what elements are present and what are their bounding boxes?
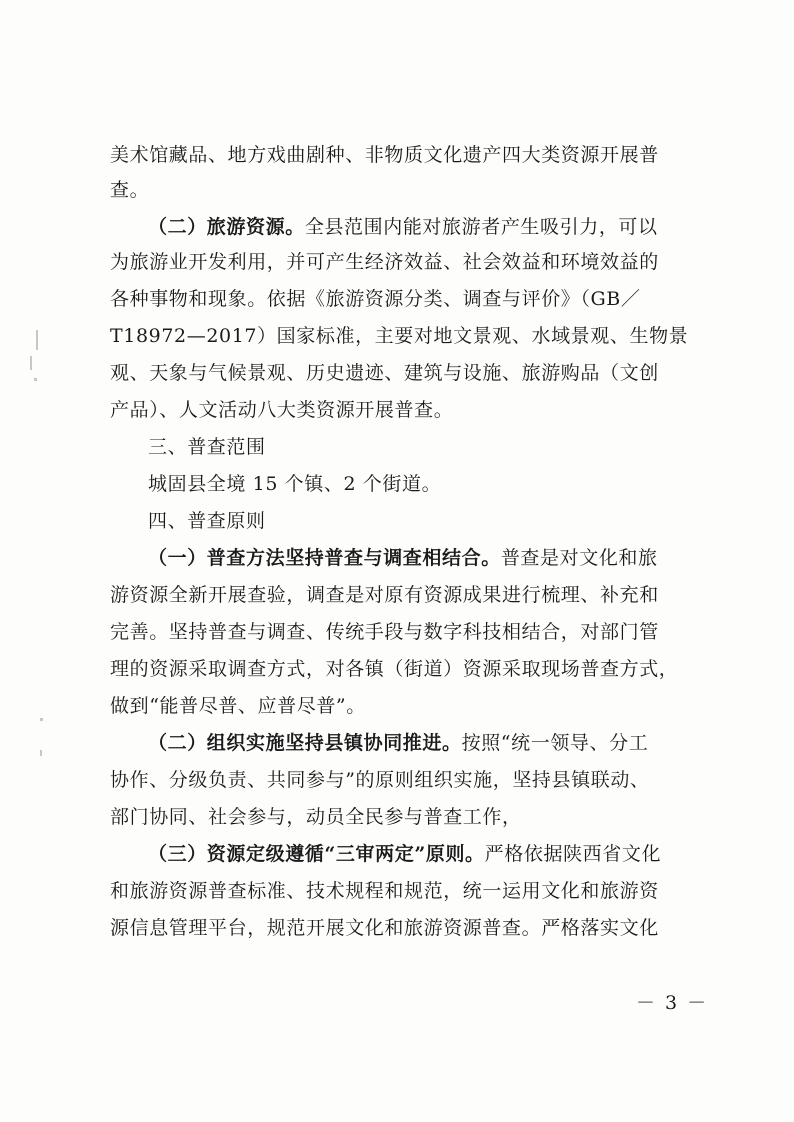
body-text-line: 为旅游业开发利用，并可产生经济效益、社会效益和环境效益的	[110, 251, 659, 273]
body-text-line: 美术馆藏品、地方戏曲剧种、非物质文化遗产四大类资源开展普	[110, 144, 659, 166]
body-text-line: T18972—2017）国家标准，主要对地文景观、水域景观、生物景	[110, 325, 689, 347]
principle-paragraph-2	[148, 728, 648, 758]
scan-mark	[34, 378, 37, 381]
principle-paragraph-3	[148, 839, 661, 869]
body-text: 全县范围内能对旅游者产生吸引力，可以	[304, 216, 658, 238]
body-text-line: 协作、分级负责、共同参与”的原则组织实施，坚持县镇联动、	[110, 769, 650, 791]
principle-heading: （二）组织实施坚持县镇协同推进。	[148, 732, 462, 754]
principle-heading: （一）普查方法坚持普查与调查相结合。	[148, 547, 501, 569]
body-text-line: 游资源全新开展查验，调查是对原有资源成果进行梳理、补充和	[110, 584, 659, 606]
principle-paragraph-1	[148, 543, 658, 573]
body-text-line: 完善。坚持普查与调查、传统手段与数字科技相结合，对部门管	[110, 621, 659, 643]
body-text-line: 各种事物和现象。依据《旅游资源分类、调查与评价》（GB／	[110, 288, 641, 310]
body-text: 普查是对文化和旅	[500, 547, 658, 569]
body-text: 严格依据陕西省文化	[484, 843, 662, 865]
body-text-line: 产品）、人文活动八大类资源开展普查。	[110, 399, 454, 421]
body-text-line: 部门协同、社会参与，动员全民参与普查工作，	[110, 806, 522, 828]
section-heading: （二）旅游资源。	[148, 216, 305, 238]
section-paragraph-tourism	[148, 212, 658, 242]
body-text-line: 观、天象与气候景观、历史遗迹、建筑与设施、旅游购品（文创	[110, 362, 659, 384]
body-text-line: 和旅游资源普查标准、技术规程和规范，统一运用文化和旅游资	[110, 880, 659, 902]
body-text-line: 做到“能普尽普、应普尽普”。	[110, 695, 366, 717]
body-text: 按照“统一领导、分工	[461, 732, 649, 754]
scan-mark	[30, 356, 32, 370]
principle-heading: （三）资源定级遵循“三审两定”原则。	[148, 843, 485, 865]
section-title-scope: 三、普查范围	[148, 436, 266, 458]
body-text-line: 查。	[110, 179, 150, 201]
page-number: － 3 －	[636, 992, 709, 1014]
scan-mark	[40, 750, 42, 756]
body-text-line: 源信息管理平台，规范开展文化和旅游资源普查。严格落实文化	[110, 917, 659, 939]
body-text-line: 城固县全境 15 个镇、2 个街道。	[148, 473, 442, 495]
body-text-line: 理的资源采取调查方式，对各镇（街道）资源采取现场普查方式，	[110, 658, 679, 680]
scan-mark	[36, 330, 38, 350]
section-title-principles: 四、普查原则	[148, 510, 266, 532]
scan-mark	[40, 718, 43, 721]
